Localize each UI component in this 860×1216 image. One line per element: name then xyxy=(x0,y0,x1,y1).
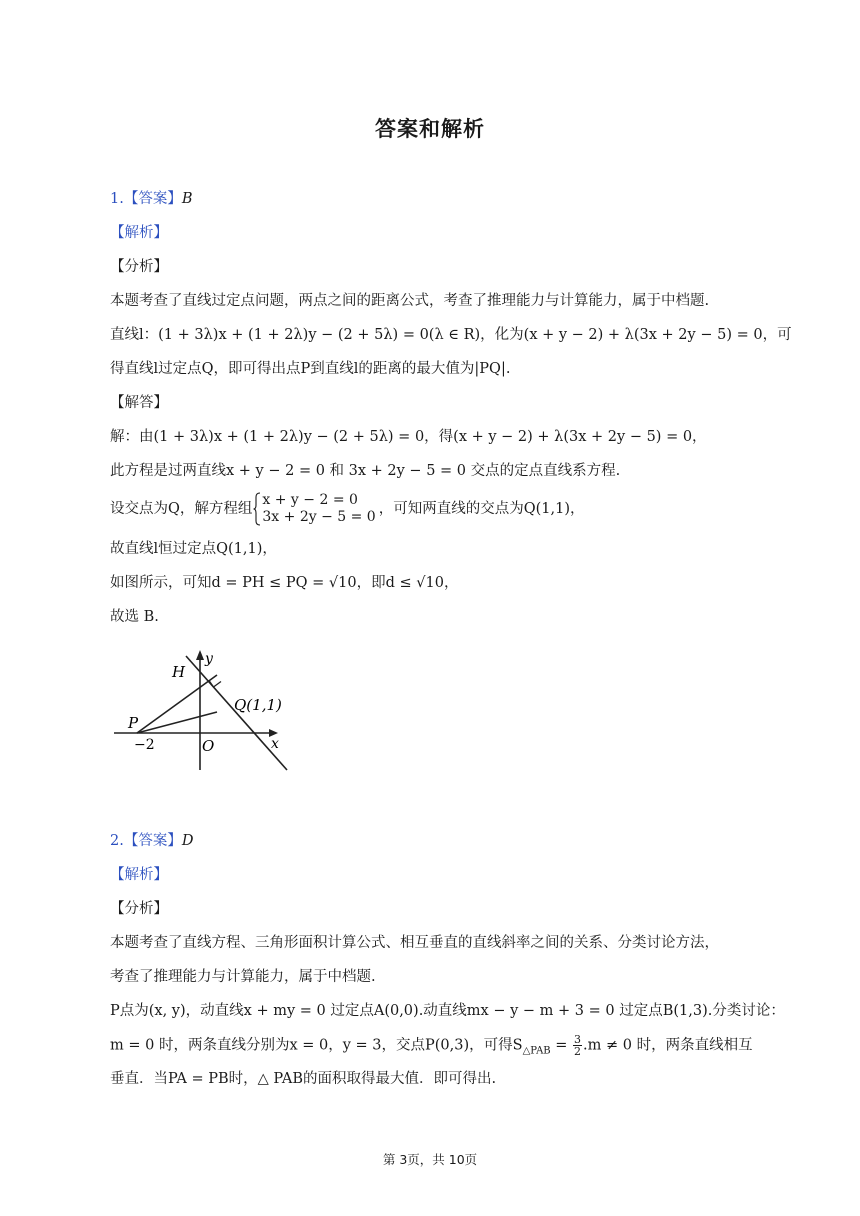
q1-jieda-heading: 【解答】 xyxy=(110,395,168,411)
q1-answer-value: B xyxy=(181,191,193,207)
q2-text-2: 考查了推理能力与计算能力，属于中档题. xyxy=(110,969,376,985)
right-angle-marker xyxy=(209,681,221,688)
q2-text-4-pre: m = 0 时，两条直线分别为x = 0，y = 3，交点P(0,3)，可得S xyxy=(110,1037,523,1054)
q1-solution-2: 此方程是过两直线x + y − 2 = 0 和 3x + 2y − 5 = 0 交点的定点直线系方程. xyxy=(110,463,621,479)
q2-answer-value: D xyxy=(181,833,194,849)
fraction-three-halves xyxy=(573,1034,582,1057)
label-y: y xyxy=(205,651,213,667)
label-x: x xyxy=(271,736,279,752)
page-title: 答案和解析 xyxy=(375,117,485,141)
q1-solution-6: 故选 B. xyxy=(110,609,159,625)
q1-solution-3 xyxy=(110,492,584,526)
q2-answer-line xyxy=(110,830,193,852)
label-O: O xyxy=(202,737,215,755)
y-axis-arrow-icon xyxy=(196,650,204,660)
left-brace-icon xyxy=(253,492,261,526)
equation-system xyxy=(253,492,375,526)
q2-fenxi-heading: 【分析】 xyxy=(110,901,168,917)
q1-answer-label: 1.【答案】 xyxy=(110,191,182,207)
q2-text-3: P点为(x, y)，动直线x + my = 0 过定点A(0,0).动直线mx − y − m + 3 = 0 过定点B(1,3).分类讨论： xyxy=(110,1003,785,1019)
label-H: H xyxy=(172,663,186,681)
q1-solution-3-post: ，可知两直线的交点为Q(1,1)， xyxy=(378,501,585,517)
area-subscript: △PAB xyxy=(522,1045,551,1057)
q2-text-4-eq: = xyxy=(550,1037,573,1054)
q2-answer-label: 2.【答案】 xyxy=(110,833,182,849)
fraction-denominator: 2 xyxy=(574,1045,582,1058)
q1-solution-3-pre: 设交点为Q，解方程组 xyxy=(110,501,253,517)
q1-jiexi-heading: 【解析】 xyxy=(110,225,168,241)
q1-fenxi-text: 本题考查了直线过定点问题，两点之间的距离公式，考查了推理能力与计算能力，属于中档题. xyxy=(110,293,710,309)
page-footer: 第 3页，共 10页 xyxy=(382,1152,478,1167)
q1-fenxi-heading: 【分析】 xyxy=(110,259,168,275)
q2-text-4-post: .m ≠ 0 时，两条直线相互 xyxy=(583,1037,753,1054)
label-P: P xyxy=(128,714,139,732)
label-Q: Q(1,1) xyxy=(234,696,282,714)
q1-solution-1: 解：由(1 + 3λ)x + (1 + 2λ)y − (2 + 5λ) = 0，得(x + y − 2) + λ(3x + 2y − 5) = 0， xyxy=(110,429,707,445)
q2-text-1: 本题考查了直线方程、三角形面积计算公式、相互垂直的直线斜率之间的关系、分类讨论方法， xyxy=(110,935,719,951)
system-equation-1: x + y − 2 = 0 xyxy=(262,492,358,508)
q1-solution-5: 如图所示，可知d = PH ≤ PQ = √10，即d ≤ √10， xyxy=(110,575,459,591)
q1-answer-line xyxy=(110,188,193,210)
q1-analysis-line-a: 直线l：(1 + 3λ)x + (1 + 2λ)y − (2 + 5λ) = 0(λ ∈ R)，化为(x + y − 2) + λ(3x + 2y − 5) = 0，可 xyxy=(110,327,792,343)
segment-PH xyxy=(137,675,217,733)
q2-text-4 xyxy=(110,1034,753,1062)
q1-analysis-line-b: 得直线l过定点Q，即可得出点P到直线l的距离的最大值为|PQ|. xyxy=(110,361,511,377)
label-neg2: −2 xyxy=(134,737,155,753)
fraction-numerator: 3 xyxy=(574,1033,582,1046)
segment-PQ xyxy=(137,712,217,733)
q1-solution-4: 故直线l恒过定点Q(1,1)， xyxy=(110,541,277,557)
q1-figure xyxy=(110,644,300,774)
q2-jiexi-heading: 【解析】 xyxy=(110,867,168,883)
system-equation-2: 3x + 2y − 5 = 0 xyxy=(262,509,376,525)
q2-text-5: 垂直．当PA = PB时，△ PAB的面积取得最大值．即可得出. xyxy=(110,1071,497,1087)
